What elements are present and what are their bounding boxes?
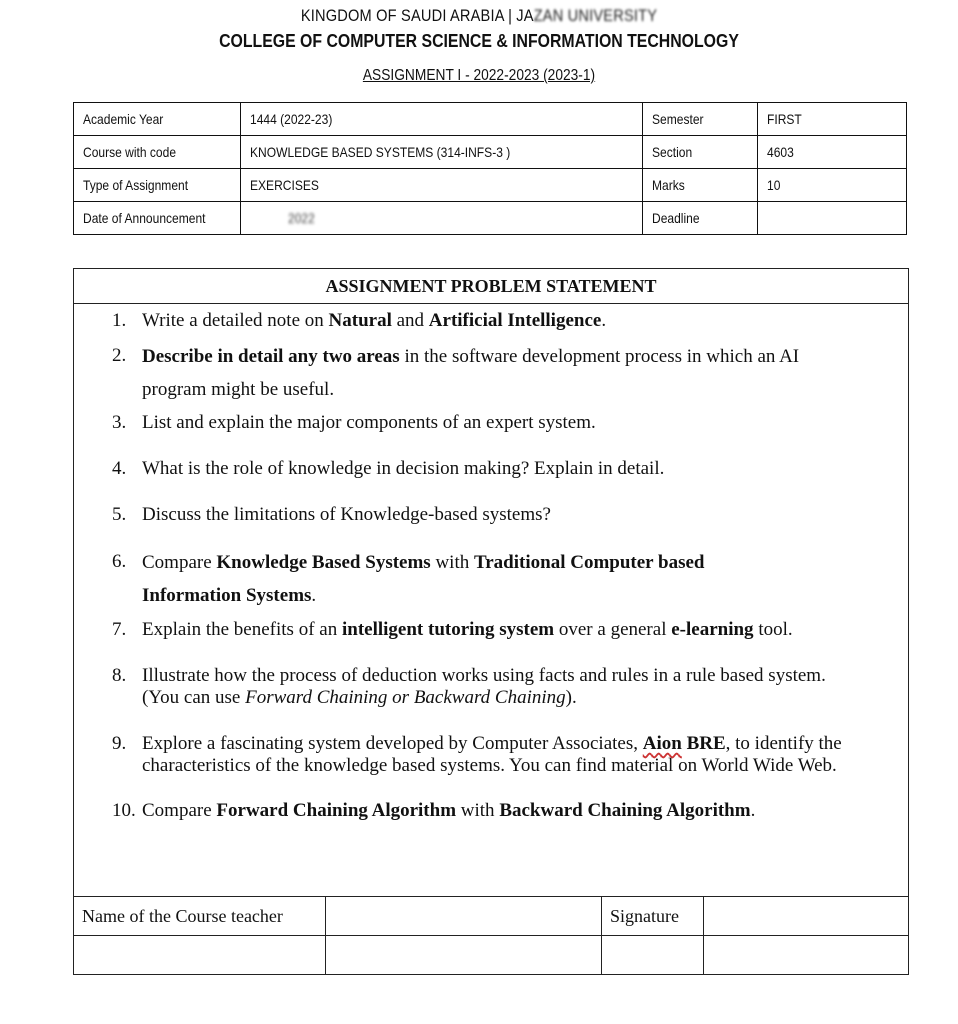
info-row-academic-year [74,103,907,136]
assignment-info-table [73,102,907,235]
info-row-course [74,136,907,169]
semester-label: Semester [642,103,757,136]
blank-cell-3 [602,936,704,975]
academic-year-value: 1444 (2022-23) [241,103,642,136]
problem-statement-box [73,268,909,896]
header-university-obscured: ZAN UNIVERSITY [533,6,658,25]
signature-cell [704,897,909,936]
header-assignment-title: ASSIGNMENT I - 2022-2023 (2023-1) [362,67,596,84]
marks-value: 10 [757,169,906,202]
academic-year-label: Academic Year [74,103,241,136]
section-value: 4603 [757,136,906,169]
question-3: 3. List and explain the major components of an expert system. [112,412,596,433]
blank-cell-1 [74,936,326,975]
question-6: 6. Compare Knowledge Based Systems with Traditional Computer based Information Systems. [112,551,705,606]
question-10: 10. Compare Forward Chaining Algorithm with Backward Chaining Algorithm. [112,800,756,821]
date-value: 2022 [241,202,642,235]
deadline-value [757,202,906,235]
deadline-label: Deadline [642,202,757,235]
header-kingdom-university [67,6,891,26]
blank-cell-2 [326,936,602,975]
signature-table [73,896,909,975]
header-college: COLLEGE OF COMPUTER SCIENCE & INFORMATION TECHNOLOGY [219,31,739,51]
question-7: 7. Explain the benefits of an intelligent tutoring system over a general e-learning tool. [112,619,793,640]
signature-header-row [74,897,909,936]
problem-statement-title: ASSIGNMENT PROBLEM STATEMENT [74,269,908,304]
type-label: Type of Assignment [74,169,241,202]
course-label: Course with code [74,136,241,169]
question-8: 8. Illustrate how the process of deduction works using facts and rules in a rule based system. (You can use Forward Chaining or Backward Chaining). [112,665,826,708]
course-teacher-name-cell [326,897,602,936]
section-label: Section [642,136,757,169]
marks-label: Marks [642,169,757,202]
date-label: Date of Announcement [74,202,241,235]
question-1: 1. Write a detailed note on Natural and Artificial Intelligence. [112,310,607,331]
header-kingdom-text: KINGDOM OF SAUDI ARABIA | JA [300,6,534,25]
question-9: 9. Explore a fascinating system developed by Computer Associates, Aion BRE, to identify the characteristics of the knowledge based systems. You can find material on World Wide Web. [112,733,842,776]
course-teacher-label: Name of the Course teacher [74,897,326,936]
question-2: 2. Describe in detail any two areas in the software development process in which an AI program might be useful. [112,345,800,400]
info-row-type [74,169,907,202]
question-5: 5. Discuss the limitations of Knowledge-based systems? [112,504,551,525]
signature-label: Signature [602,897,704,936]
course-value: KNOWLEDGE BASED SYSTEMS (314-INFS-3 ) [241,136,642,169]
question-4: 4. What is the role of knowledge in decision making? Explain in detail. [112,458,665,479]
type-value: EXERCISES [241,169,642,202]
blank-cell-4 [704,936,909,975]
semester-value: FIRST [757,103,906,136]
info-row-date [74,202,907,235]
signature-blank-row [74,936,909,975]
